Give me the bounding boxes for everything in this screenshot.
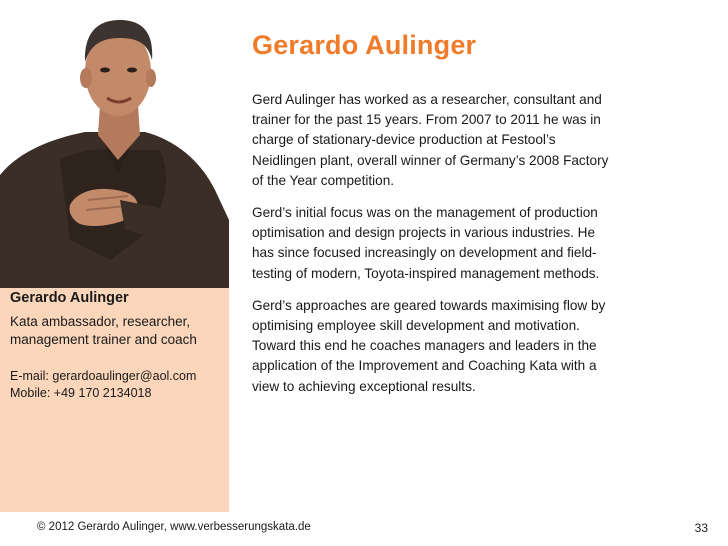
page-title: Gerardo Aulinger [252,30,477,60]
page-number: 33 [694,521,708,535]
sidebar-role-line-2: management trainer and coach [10,332,197,347]
bio-paragraph-3: Gerd’s approaches are geared towards maximising flow by optimising employee skill development and motivation. Toward this end he coaches managers and leaders in the application of the Improvement and Coaching Kata with a view to achieving exceptional results. [252,297,606,394]
biography [252,90,612,409]
person-photo-illustration [0,0,229,288]
sidebar-name: Gerardo Aulinger [10,290,129,306]
bio-paragraph-2: Gerd’s initial focus was on the management of production optimisation and design projects in various industries. He has since focused increasingly on development and field-testing of modern, Toyota-inspired management methods. [252,205,600,281]
footer-copyright: © 2012 Gerardo Aulinger, www.verbesserungskata.de [37,521,311,533]
sidebar-email: E-mail: gerardoaulinger@aol.com [10,369,197,383]
sidebar-role-line-1: Kata ambassador, researcher, [10,314,191,329]
sidebar-mobile: Mobile: +49 170 2134018 [10,386,152,400]
profile-photo [0,0,229,288]
sidebar-contact [10,368,196,402]
profile-sidebar [0,0,229,512]
sidebar-role [10,313,225,349]
footer [0,512,728,546]
bio-paragraph-1: Gerd Aulinger has worked as a researcher, consultant and trainer for the past 15 years. From 2007 to 2011 he was in charge of stationary-device production at Festool’s Neidlingen plant, overall winner of Germany’s 2008 Factory of the Year competition. [252,92,609,188]
